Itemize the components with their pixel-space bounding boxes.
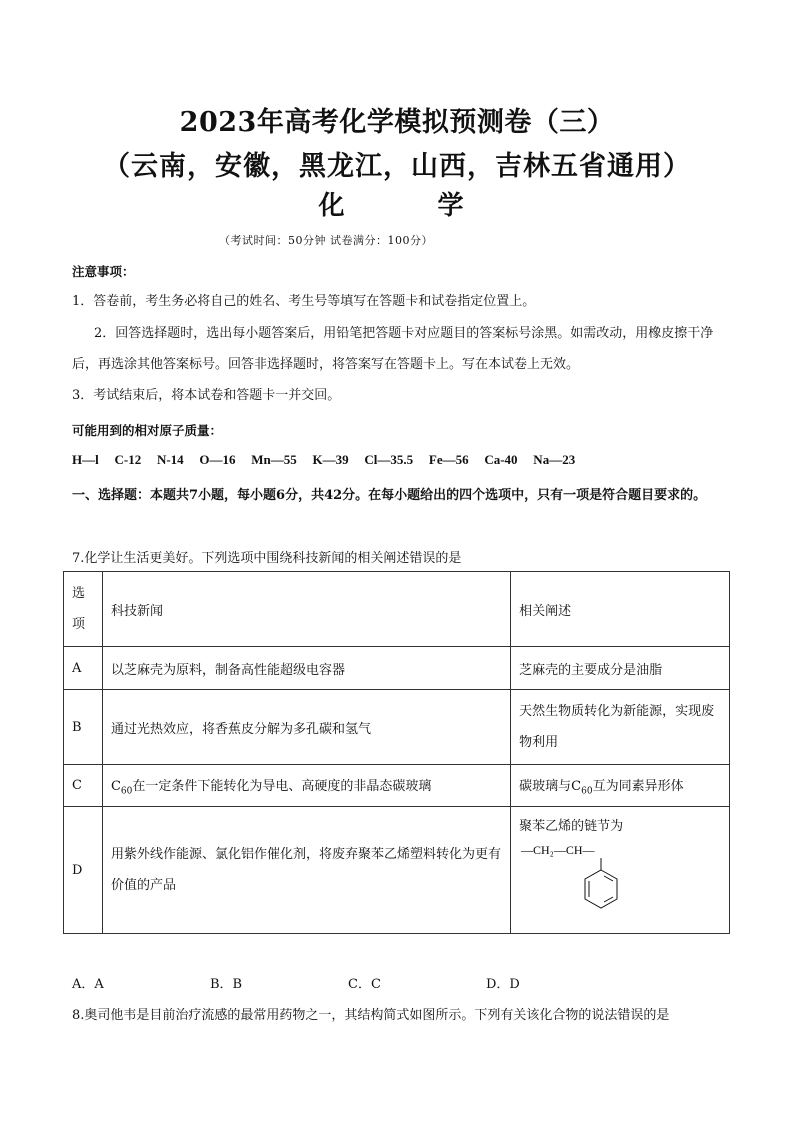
notice-heading: 注意事项： bbox=[72, 264, 135, 279]
table-row bbox=[64, 647, 730, 690]
row-d-option: D bbox=[64, 807, 103, 934]
row-b-news: 通过光热效应，将香蕉皮分解为多孔碳和氢气 bbox=[102, 690, 510, 765]
option-b[interactable]: B．B bbox=[210, 977, 243, 992]
exam-subject: 化 学 bbox=[318, 191, 494, 221]
row-c-desc-pre: 碳玻璃与C bbox=[519, 778, 582, 794]
question-8-stem: 8.奥司他韦是目前治疗流感的最常用药物之一，其结构简式如图所示。下列有关该化合物的说法错误的是 bbox=[72, 1008, 670, 1023]
benzene-ring bbox=[585, 870, 617, 908]
notice-item-2 bbox=[72, 318, 732, 380]
row-d-desc bbox=[511, 807, 730, 934]
table-row bbox=[64, 690, 730, 765]
option-c[interactable]: C．C bbox=[348, 977, 381, 992]
table-header-news: 科技新闻 bbox=[102, 572, 510, 647]
row-c-news-sub: 60 bbox=[120, 786, 133, 797]
question-7-stem: 7.化学让生活更美好。下列选项中围绕科技新闻的相关阐述错误的是 bbox=[72, 551, 462, 566]
notice-item-2-text: 2．回答选择题时，选出每小题答案后，用铅笔把答题卡对应题目的答案标号涂黑。如需改动，用橡皮擦干净后，再选涂其他答案标号。回答非选择题时，将答案写在答题卡上。写在本试卷上无效。 bbox=[72, 326, 714, 372]
question-7-options bbox=[72, 973, 520, 992]
atomic-mass-list: H—l C-12 N-14 O—16 Mn—55 K—39 Cl—35.5 Fe—56 Ca-40 Na—23 bbox=[72, 452, 576, 467]
row-b-option: B bbox=[64, 690, 103, 765]
row-c-news bbox=[102, 765, 510, 807]
row-c-option: C bbox=[64, 765, 103, 807]
option-d[interactable]: D．D bbox=[486, 977, 520, 992]
exam-subtitle-provinces: （云南，安徽，黑龙江，山西，吉林五省通用） bbox=[103, 151, 691, 182]
row-c-desc bbox=[511, 765, 730, 807]
row-c-news-pre: C bbox=[110, 778, 121, 794]
table-row bbox=[64, 807, 730, 934]
exam-time-info: （考试时间：50分钟 试卷满分：100分） bbox=[219, 234, 433, 247]
row-a-desc: 芝麻壳的主要成分是油脂 bbox=[511, 647, 730, 690]
benzene-double-bond-2 bbox=[604, 897, 613, 902]
row-c-desc-post: 互为同素异形体 bbox=[592, 778, 684, 794]
row-b-desc: 天然生物质转化为新能源，实现废物利用 bbox=[511, 690, 730, 765]
row-a-option: A bbox=[64, 647, 103, 690]
row-c-desc-sub: 60 bbox=[581, 786, 593, 797]
table-row bbox=[64, 765, 730, 807]
polystyrene-chain-text: —CH₂—CH— bbox=[521, 843, 595, 857]
table-header-desc: 相关阐述 bbox=[511, 572, 730, 647]
row-d-desc-text: 聚苯乙烯的链节为 bbox=[519, 819, 624, 834]
polystyrene-structure-diagram bbox=[519, 838, 639, 920]
exam-title: 2023年高考化学模拟预测卷（三） bbox=[179, 107, 615, 138]
benzene-double-bond-1 bbox=[604, 876, 613, 881]
row-c-news-post: 在一定条件下能转化为导电、高硬度的非晶态碳玻璃 bbox=[132, 778, 432, 794]
table-header-row bbox=[64, 572, 730, 647]
row-a-news: 以芝麻壳为原料，制备高性能超级电容器 bbox=[102, 647, 510, 690]
option-a[interactable]: A．A bbox=[72, 977, 104, 992]
row-d-news: 用紫外线作能源、氯化铝作催化剂，将废弃聚苯乙烯塑料转化为更有价值的产品 bbox=[102, 807, 510, 934]
section-1-instructions: 一、选择题：本题共7小题，每小题6分，共42分。在每小题给出的四个选项中，只有一项是符合题目要求的。 bbox=[72, 488, 707, 503]
notice-item-3: 3．考试结束后，将本试卷和答题卡一并交回。 bbox=[72, 388, 341, 403]
notice-item-1: 1．答卷前，考生务必将自己的姓名、考生号等填写在答题卡和试卷指定位置上。 bbox=[72, 294, 536, 309]
table-header-option: 选项 bbox=[64, 572, 103, 647]
question-7-table bbox=[63, 571, 730, 934]
atomic-mass-heading: 可能用到的相对原子质量： bbox=[72, 423, 223, 438]
